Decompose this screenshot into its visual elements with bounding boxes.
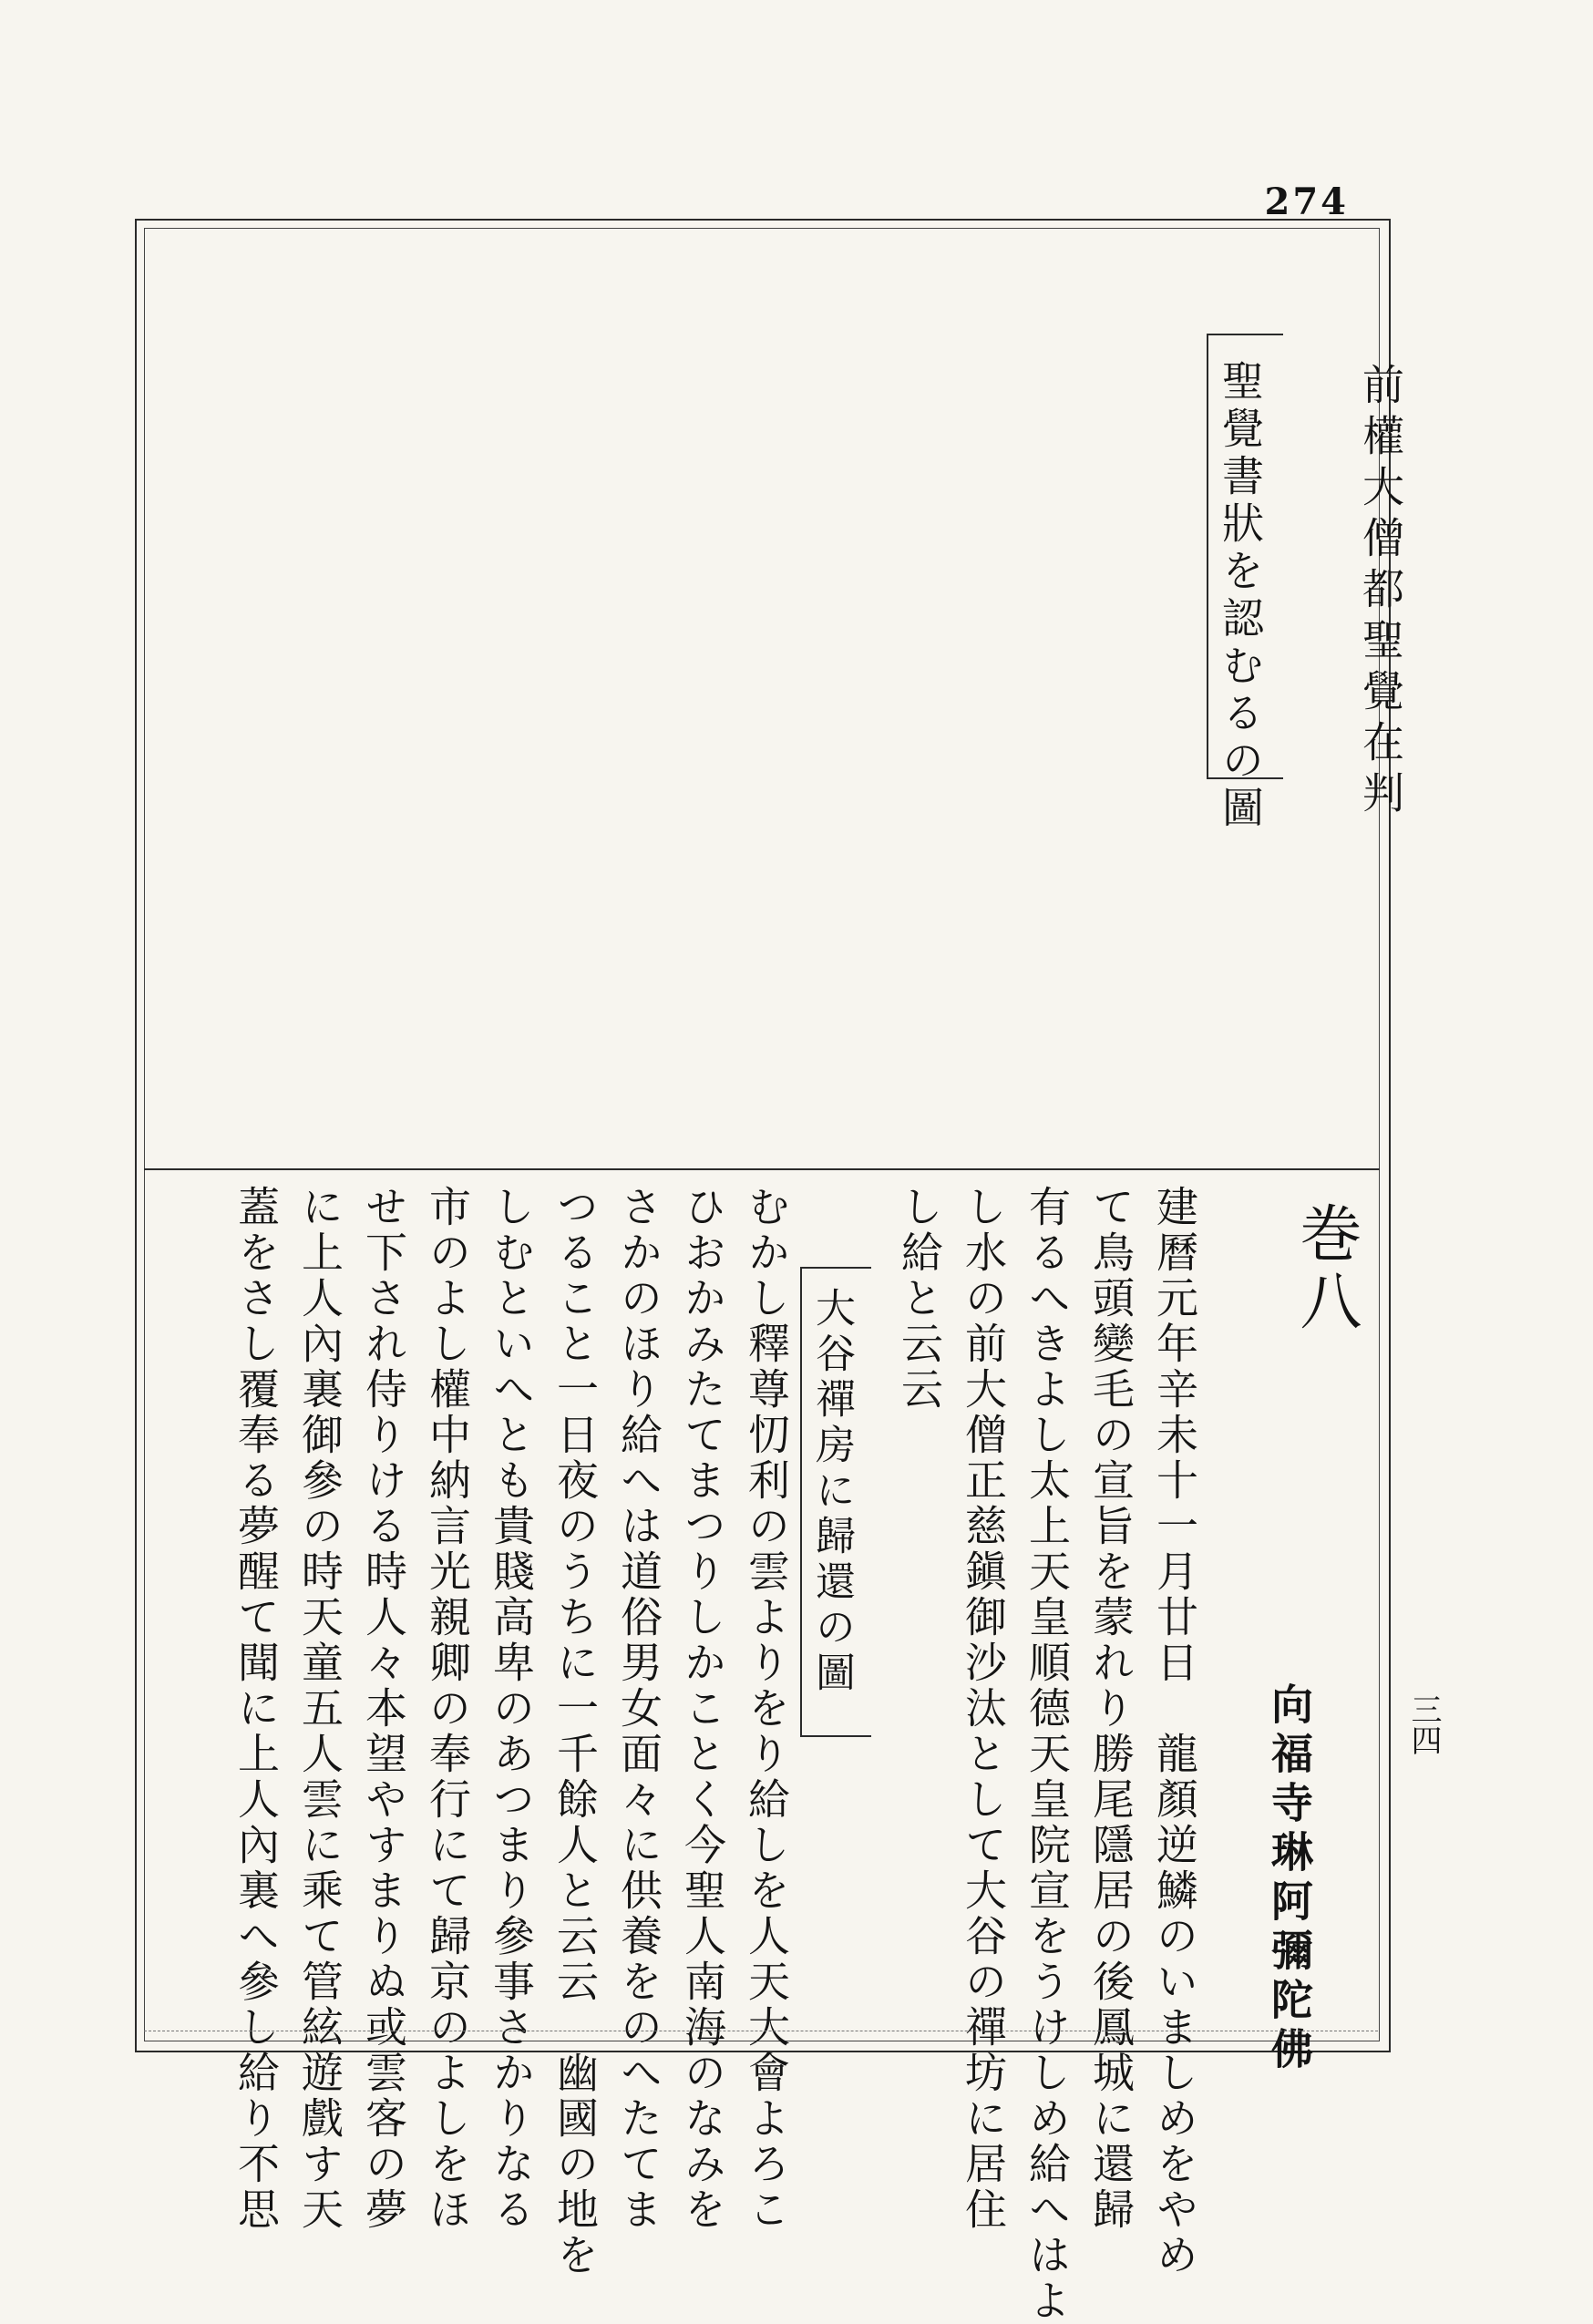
margin-page-note: 三四 [1405, 1693, 1442, 1755]
text-column: 蓋をさし覆奉る夢醒て聞に上人內裏へ參し給り不思 [231, 1185, 281, 2233]
text-column: せ下され侍りける時人々本望やすまりぬ或雲客の夢 [359, 1185, 408, 2233]
text-column: 市のよし權中納言光親卿の奉行にて歸京のよしをほ [423, 1185, 472, 2233]
text-column: し給と云云 [895, 1185, 944, 1413]
text-column: しむといへとも貴賤高卑のあつまり參事さかりなる [487, 1185, 536, 2233]
page-number: 274 [1264, 180, 1349, 223]
text-column: つること一日夜のうちに一千餘人と云云 幽國の地を [550, 1185, 600, 2278]
illustration-caption: 聖覺書狀を認むるの圖 [1216, 359, 1265, 833]
text-column: 建曆元年辛未十一月廿日 龍顏逆鱗のいましめをやめ [1150, 1185, 1199, 2278]
text-column: に上人內裏御參の時天童五人雲に乘て管絃遊戲す天 [295, 1185, 344, 2233]
volume-heading: 巻八 [1290, 1201, 1362, 1336]
text-column: むかし釋尊忉利の雲よりをり給しを人天大會よろこ [742, 1185, 791, 2233]
section-divider [144, 1168, 1380, 1170]
text-column: て鳥頭變毛の宣旨を蒙れり勝尾隱居の後鳳城に還歸 [1086, 1185, 1136, 2233]
text-column: さかのほり給へは道俗男女面々に供養をのへたてま [614, 1185, 663, 2233]
text-column: 有るへきよし太上天皇順德天皇院宣をうけしめ給へはよ [1023, 1185, 1072, 2324]
text-column: ひおかみたてまつりしかことく今聖人南海のなみを [678, 1185, 727, 2233]
scene-caption: 大谷禪房に歸還の圖 [808, 1287, 855, 1697]
scene-caption-box [800, 1267, 871, 1737]
text-column: し水の前大僧正慈鎭御沙汰として大谷の禪坊に居住 [959, 1185, 1008, 2233]
illustration-caption-box [1207, 334, 1283, 833]
author-name: 向福寺琳阿彌陀佛 [1265, 1682, 1314, 2076]
illustration-signature: 前權大僧都聖覺在判 [1356, 363, 1405, 822]
